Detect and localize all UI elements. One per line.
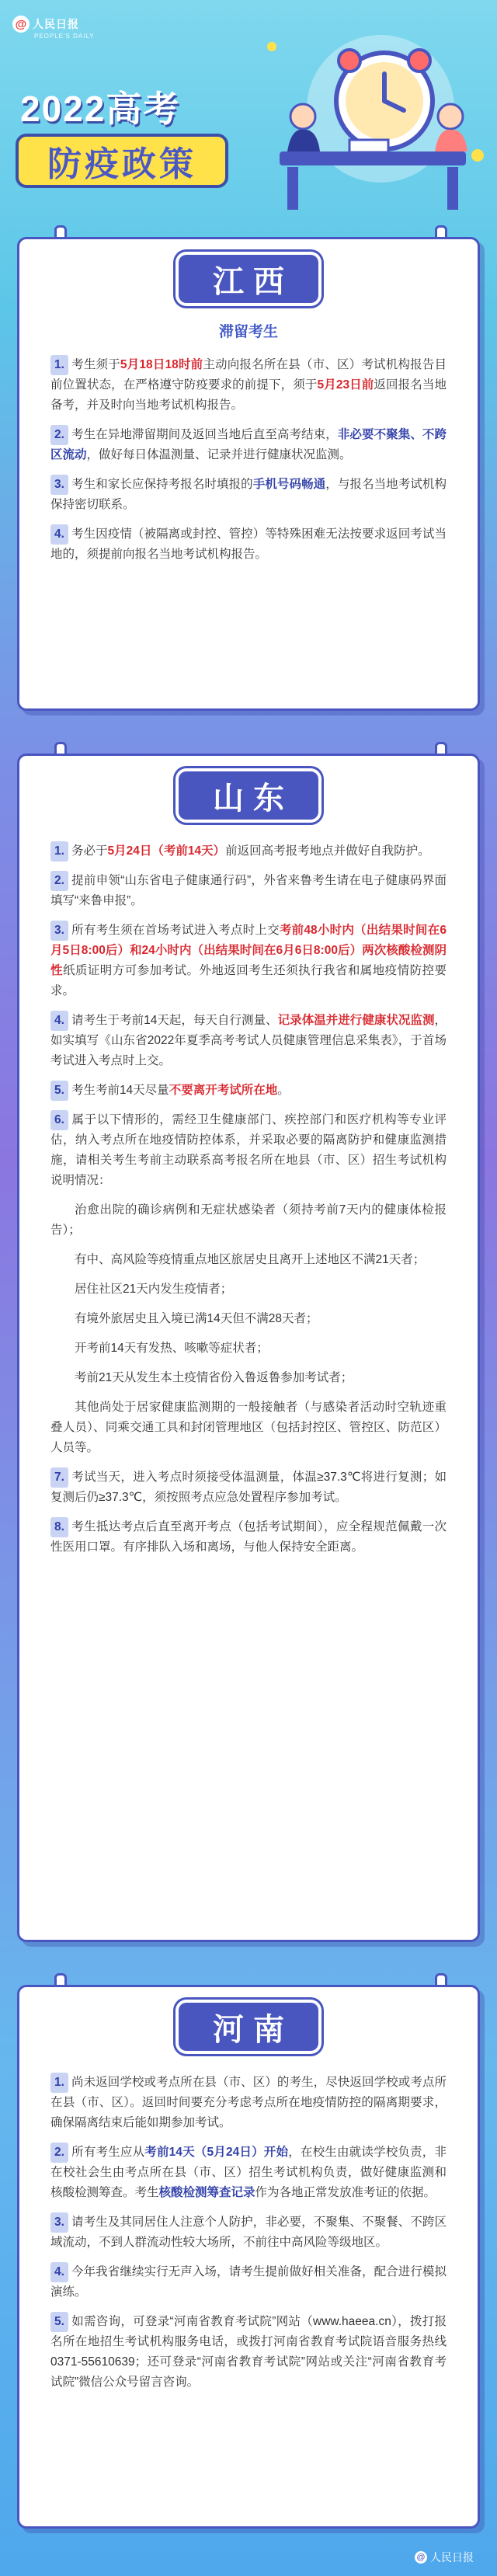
henan-card [17, 1985, 480, 2529]
jiangxi-card [17, 237, 480, 711]
header [0, 0, 497, 225]
brand-subtitle: PEOPLE'S DAILY [34, 33, 95, 40]
weibo-at-icon: @ [12, 16, 30, 33]
weibo-at-icon: @ [415, 2551, 427, 2564]
sub-item: 考前21天从发生本土疫情省份入鲁返鲁参加考试者； [75, 1371, 353, 1384]
page-title: 2022高考 [20, 89, 181, 129]
list-item: 3. 所有考生须在首场考试进入考点时上交考前48小时内（出结果时间在6月5日8:00后）和24小时内（出结果时间在6月6日8:00后）两次核酸检测阴性纸质证明方可参加考试。外地返回考生还须执行我省和属地疫情防控要求。 [50, 921, 447, 1001]
sub-item: 开考前14天有发热、咳嗽等症状者； [75, 1342, 269, 1355]
section-subtitle: 滞留考生 [218, 324, 278, 340]
sub-item: 有境外旅居史且入境已满14天但不满28天者； [75, 1312, 318, 1325]
exam-illustration [256, 23, 489, 218]
list-item: 6. 属于以下情形的，需经卫生健康部门、疾控部门和医疗机构等专业评估，纳入考点所在地疫情防控体系，并采取必要的隔离防护和健康监测措施，请相关考生考前主动联系高考报名所在地县（市、区）招生考试机构说明情况： [50, 1110, 447, 1191]
sub-item: 治愈出院的确诊病例和无症状感染者（须持考前7天内的健康体检报告）； [50, 1203, 447, 1237]
list-item: 4. 请考生于考前14天起，每天自行测量、记录体温并进行健康状况监测，如实填写《山东省2022年夏季高考考试人员健康管理信息采集表》，于首场考试进入考点时上交。 [50, 1011, 447, 1071]
henan-list [19, 2073, 478, 2393]
footer-logo [415, 2550, 474, 2565]
list-item: 5. 如需咨询，可登录“河南省教育考试院”网站（www.haeea.cn），拨打报名所在地招生考试机构服务电话，或拨打河南省教育考试院语音服务热线0371-55610639；还可登录“河南省教育考试院”网站或关注“河南省教育考试院”微信公众号留言咨询。 [50, 2312, 447, 2393]
brand-name: 人民日报 [33, 18, 79, 30]
list-item: 2. 所有考生应从考前14天（5月24日）开始，在校生由就读学校负责，非在校社会生由考点所在县（市、区）招生考试机构负责，做好健康监测和核酸检测筹查。考生核酸检测筹查记录作为各地正常发放准考证的依据。 [50, 2143, 447, 2203]
list-item: 4. 考生因疫情（被隔离或封控、管控）等特殊困难无法按要求返回考试当地的，须提前向报名当地考试机构报告。 [50, 524, 447, 565]
sub-item: 其他尚处于居家健康监测期的一般接触者（与感染者活动时空轨迹重叠人员）、同乘交通工具和封闭管理地区（包括封控区、管控区、防范区）人员等。 [50, 1401, 447, 1454]
list-item: 3. 考生和家长应保持考报名时填报的手机号码畅通，与报名当地考试机构保持密切联系。 [50, 475, 447, 515]
list-item: 1. 尚未返回学校或考点所在县（市、区）的考生，尽快返回学校或考点所在县（市、区）。返回时间要充分考虑考点所在地疫情防控的隔离期要求，确保隔离结束后能如期参加考试。 [50, 2073, 447, 2133]
list-item: 1. 考生须于5月18日18时前主动向报名所在县（市、区）考试机构报告目前位置状态，在严格遵守防疫要求的前提下，须于5月23日前返回报名当地备考，并及时向当地考试机构报告。 [50, 355, 447, 416]
footer-logo-text: 人民日报 [430, 2551, 474, 2564]
sub-item: 居住社区21天内发生疫情者； [75, 1283, 233, 1296]
list-item: 2. 提前申领“山东省电子健康通行码”，外省来鲁考生请在电子健康码界面填写“来鲁申报”。 [50, 871, 447, 911]
shandong-card [17, 754, 480, 1942]
page-subtitle: 防疫政策 [16, 134, 228, 188]
list-item: 2. 考生在异地滞留期间及返回当地后直至高考结束，非必要不聚集、不跨区流动，做好每日体温测量、记录并进行健康状况监测。 [50, 425, 447, 465]
list-item: 4. 今年我省继续实行无声入场，请考生提前做好相关准备，配合进行模拟演练。 [50, 2262, 447, 2303]
region-title-henan: 河南 [179, 2003, 318, 2051]
list-item: 8. 考生抵达考点后直至离开考点（包括考试期间），应全程规范佩戴一次性医用口罩。有序排队入场和离场，与他人保持安全距离。 [50, 1517, 447, 1558]
list-item: 1. 务必于5月24日（考前14天）前返回高考报考地点并做好自我防护。 [50, 841, 447, 862]
region-title-jiangxi: 江西 [179, 255, 318, 303]
shandong-list [19, 841, 478, 1558]
list-item: 5. 考生考前14天尽量不要离开考试所在地。 [50, 1081, 447, 1101]
brand-logo [12, 16, 79, 33]
jiangxi-list [19, 355, 478, 565]
list-item: 7. 考试当天，进入考点时须接受体温测量，体温≥37.3℃将进行复测；如复测后仍≥37.3℃，须按照考点应急处置程序参加考试。 [50, 1467, 447, 1508]
sub-item: 有中、高风险等疫情重点地区旅居史且离开上述地区不满21天者； [75, 1253, 426, 1266]
region-title-shandong: 山东 [179, 771, 318, 820]
list-item: 3. 请考生及其同居住人注意个人防护，非必要，不聚集、不聚餐、不跨区域流动，不到人群流动性较大场所，不前往中高风险等级地区。 [50, 2212, 447, 2253]
